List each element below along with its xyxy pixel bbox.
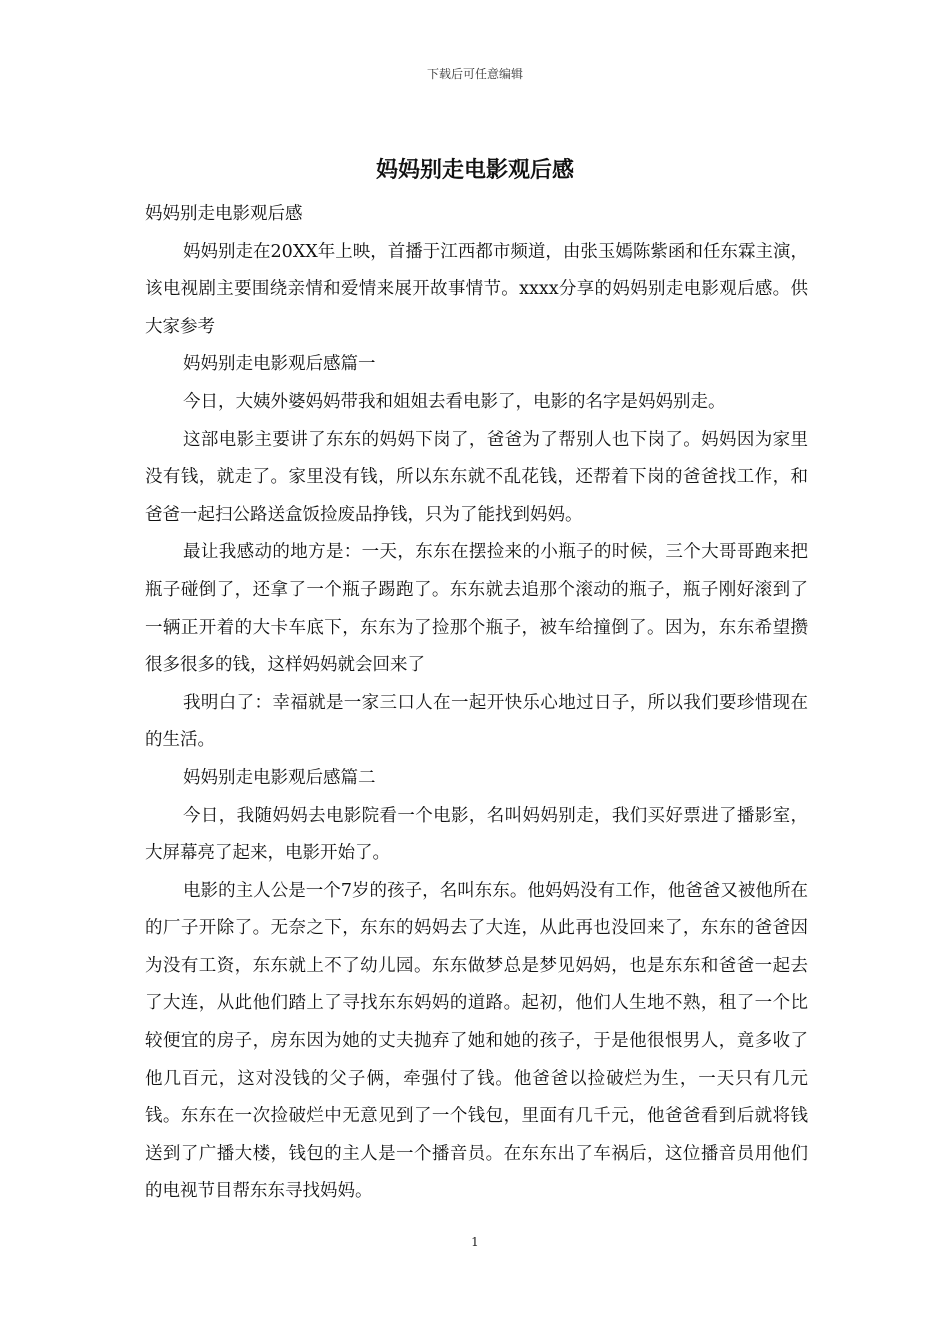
page-number: 1	[471, 1235, 479, 1249]
section-heading: 妈妈别走电影观后感篇一	[183, 354, 376, 375]
body-paragraph: 这部电影主要讲了东东的妈妈下岗了，爸爸为了帮别人也下岗了。妈妈因为家里没有钱，就走了。家里没有钱，所以东东就不乱花钱，还帮着下岗的爸爸找工作，和爸爸一起扫公路送盒饭捡废品挣钱，只为了能找到妈妈。	[145, 429, 808, 525]
body-paragraph: 电影的主人公是一个7岁的孩子，名叫东东。他妈妈没有工作，他爸爸又被他所在的厂子开除了。无奈之下，东东的妈妈去了大连，从此再也没回来了，东东的爸爸因为没有工资，东东就上不了幼儿园。东东做梦总是梦见妈妈，也是东东和爸爸一起去了大连，从此他们踏上了寻找东东妈妈的道路。起初，他们人生地不熟，租了一个比较便宜的房子，房东因为她的丈夫抛弃了她和她的孩子，于是他很恨男人，竟多收了他几百元，这对没钱的父子俩，牵强付了钱。他爸爸以捡破烂为生，一天只有几元钱。东东在一次捡破烂中无意见到了一个钱包，里面有几千元，他爸爸看到后就将钱送到了广播大楼，钱包的主人是一个播音员。在东东出了车祸后，这位播音员用他们的电视节目帮东东寻找妈妈。	[145, 880, 808, 1202]
section-heading: 妈妈别走电影观后感篇二	[183, 767, 376, 788]
document-body	[145, 196, 808, 1211]
body-paragraph: 最让我感动的地方是：一天，东东在摆捡来的小瓶子的时候，三个大哥哥跑来把瓶子碰倒了，还拿了一个瓶子踢跑了。东东就去追那个滚动的瓶子，瓶子刚好滚到了一辆正开着的大卡车底下，东东为了捡那个瓶子，被车给撞倒了。因为，东东希望攒很多很多的钱，这样妈妈就会回来了	[145, 542, 808, 676]
document-title: 妈妈别走电影观后感	[375, 157, 574, 183]
body-paragraph: 今日，大姨外婆妈妈带我和姐姐去看电影了，电影的名字是妈妈别走。	[183, 391, 726, 412]
body-paragraph: 今日，我随妈妈去电影院看一个电影，名叫妈妈别走，我们买好票进了播影室，大屏幕亮了起来，电影开始了。	[145, 805, 808, 864]
body-paragraph: 妈妈别走电影观后感	[145, 204, 303, 224]
body-paragraph: 我明白了：幸福就是一家三口人在一起开快乐心地过日子，所以我们要珍惜现在的生活。	[145, 692, 808, 751]
body-paragraph: 妈妈别走在20XX年上映，首播于江西都市频道，由张玉嫣陈紫函和任东霖主演，该电视剧主要围绕亲情和爱情来展开故事情节。xxxx分享的妈妈别走电影观后感。供大家参考	[145, 241, 808, 337]
page-header-note: 下载后可任意编辑	[426, 67, 523, 81]
